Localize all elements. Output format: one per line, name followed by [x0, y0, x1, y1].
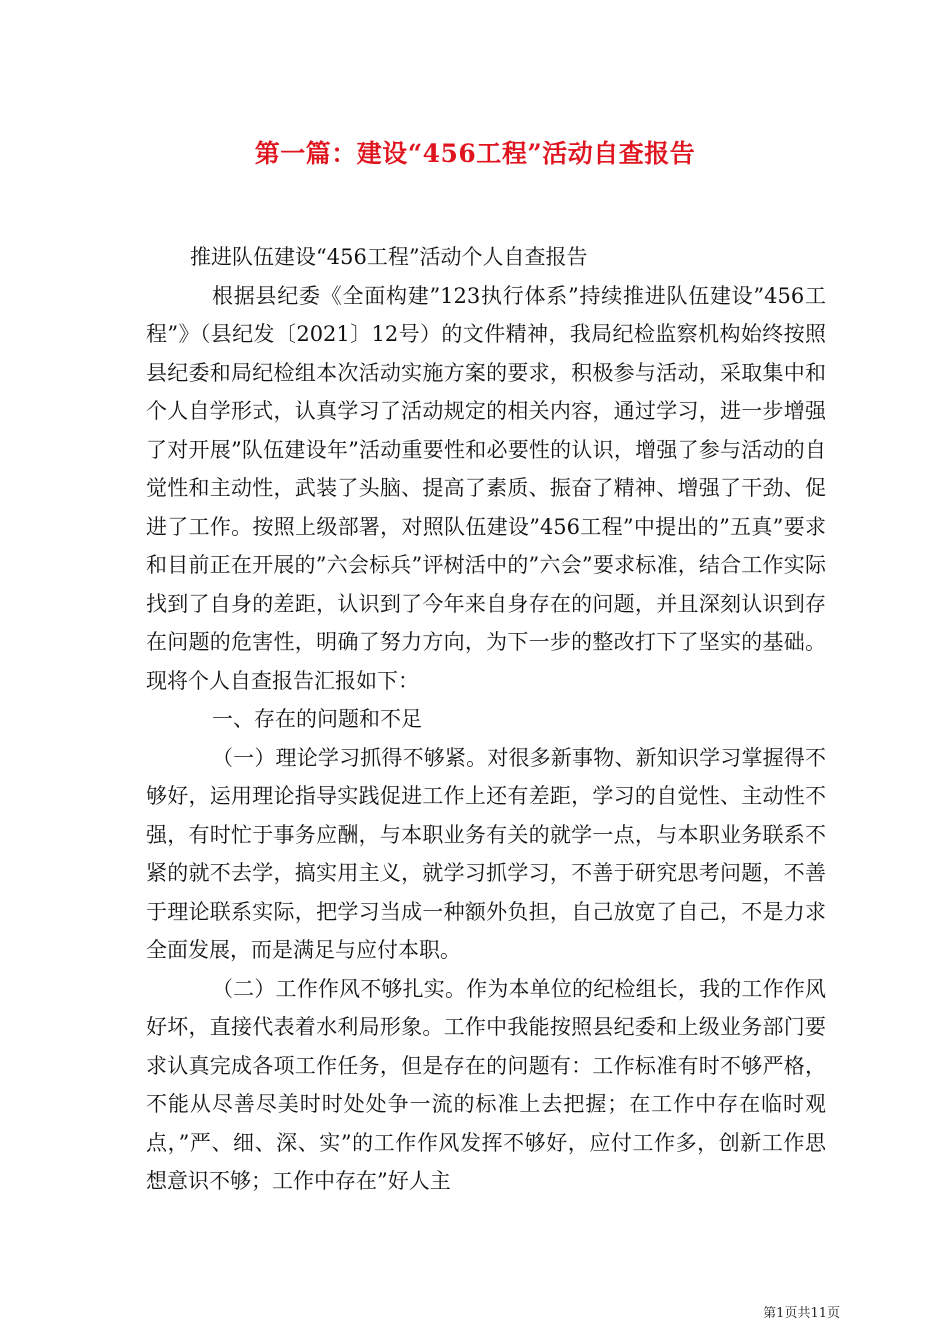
document-body: [146, 238, 826, 1201]
document-title: 第一篇：建设“456工程”活动自查报告: [254, 139, 696, 168]
page-number: 第1页共11页: [763, 1306, 840, 1321]
problem-paragraph-2: （二）工作作风不够扎实。作为本单位的纪检组长，我的工作作风好坏，直接代表着水利局形象。工作中我能按照县纪委和上级业务部门要求认真完成各项工作任务，但是存在的问题有：工作标准有时不够严格，不能从尽善尽美时时处处争一流的标准上去把握；在工作中存在临时观点，”严、细、深、实”的工作作风发挥不够好，应付工作多，创新工作思想意识不够；工作中存在”好人主: [146, 976, 826, 1193]
problem-paragraph-1: （一）理论学习抓得不够紧。对很多新事物、新知识学习掌握得不够好，运用理论指导实践促进工作上还有差距，学习的自觉性、主动性不强，有时忙于事务应酬，与本职业务有关的就学一点，与本职业务联系不紧的就不去学，搞实用主义，就学习抓学习，不善于研究思考问题，不善于理论联系实际，把学习当成一种额外负担，自己放宽了自己，不是力求全面发展，而是满足与应付本职。: [146, 745, 826, 962]
intro-paragraph: 根据县纪委《全面构建”123执行体系”持续推进队伍建设”456工程”》（县纪发〔2021〕12号）的文件精神，我局纪检监察机构始终按照县纪委和局纪检组本次活动实施方案的要求，积极参与活动，采取集中和个人自学形式，认真学习了活动规定的相关内容，通过学习，进一步增强了对开展”队伍建设年”活动重要性和必要性的认识，增强了参与活动的自觉性和主动性，武装了头脑、提高了素质、振奋了精神、增强了干劲、促进了工作。按照上级部署，对照队伍建设”456工程”中提出的”五真”要求和目前正在开展的”六会标兵”评树活中的”六会”要求标准，结合工作实际找到了自身的差距，认识到了今年来自身存在的问题，并且深刻认识到存在问题的危害性，明确了努力方向，为下一步的整改打下了坚实的基础。现将个人自查报告汇报如下：: [146, 283, 826, 693]
section-heading: 一、存在的问题和不足: [212, 707, 422, 731]
document-subtitle: 推进队伍建设“456工程”活动个人自查报告: [190, 245, 588, 269]
